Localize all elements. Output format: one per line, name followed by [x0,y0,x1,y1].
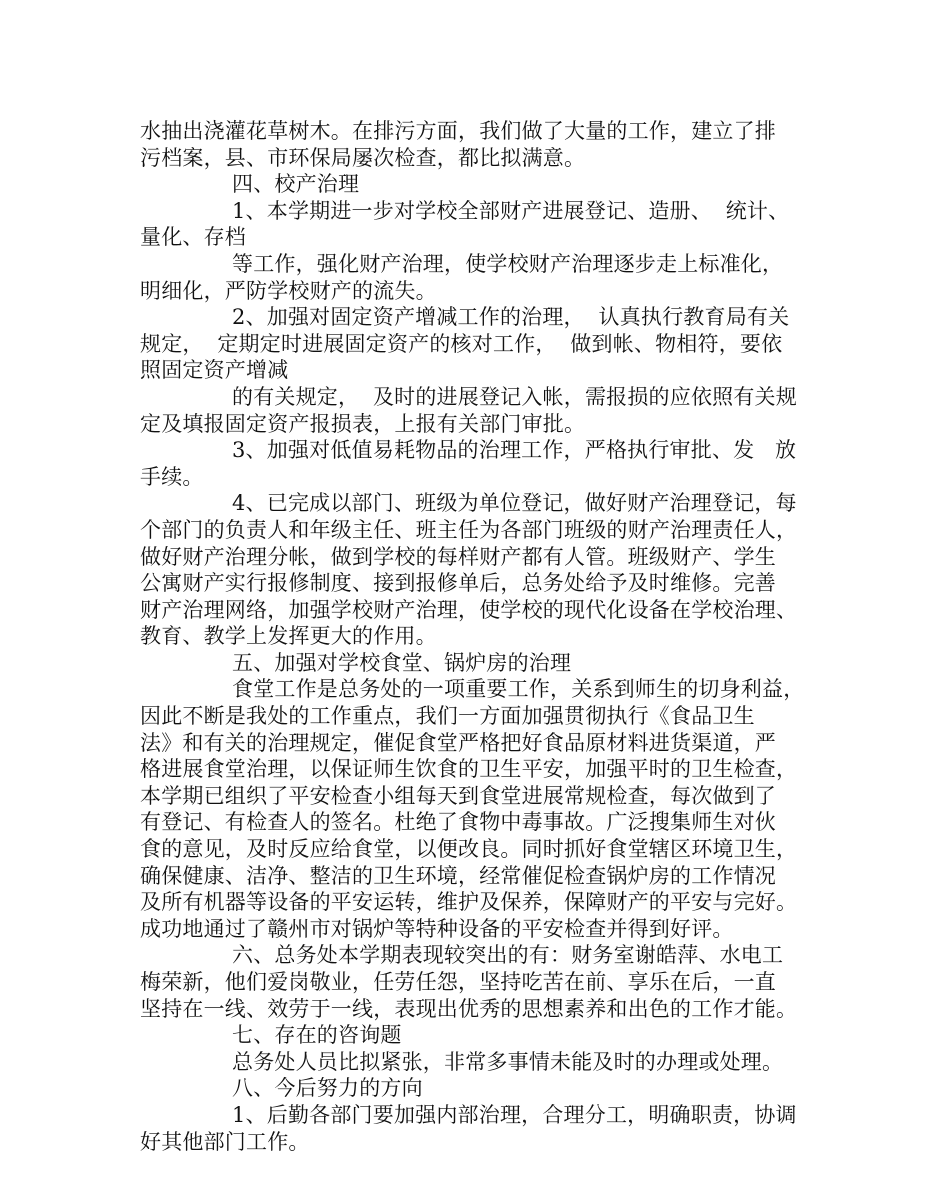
paragraph-line: 本学期已组织了平安检查小组每天到食堂进展常规检查，每次做到了 [140,783,776,808]
paragraph-line: 因此不断是我处的工作重点，我们一方面加强贯彻执行《食品卫生 [140,704,755,729]
document-body [140,118,826,1155]
paragraph-line: 污档案，县、市环保局屡次检查，都比拟满意。 [140,145,586,170]
paragraph-line: 有登记、有检查人的签名。杜绝了食物中毒事故。广泛搜集师生对伙 [140,810,776,835]
paragraph-line: 格进展食堂治理，以保证师生饮食的卫生平安，加强平时的卫生检查， [140,757,798,782]
paragraph-line: 个部门的负责人和年级主任、班主任为各部门班级的财产治理责任人， [140,517,798,542]
paragraph-line: 定及填报固定资产报损表，上报有关部门审批。 [140,411,586,436]
paragraph-line: 成功地通过了赣州市对锅炉等特种设备的平安检查并得到好评。 [140,916,734,941]
paragraph-line-indented: 总务处人员比拟紧张，非常多事情未能及时的办理或处理。 [232,1049,784,1074]
paragraph-line: 做好财产治理分帐，做到学校的每样财产都有人管。班级财产、学生 [140,544,776,569]
paragraph-line: 及所有机器等设备的平安运转，维护及保养，保障财产的平安与完好。 [140,890,798,915]
paragraph-line: 公寓财产实行报修制度、接到报修单后，总务处给予及时维修。完善 [140,571,776,596]
paragraph-line-indented: 六、总务处本学期表现较突出的有：财务室谢皓萍、水电工 [232,943,784,968]
paragraph-line: 食的意见，及时反应给食堂，以便改良。同时抓好食堂辖区环境卫生， [140,837,798,862]
paragraph-line: 确保健康、洁净、整洁的卫生环境，经常催促检查锅炉房的工作情况 [140,863,776,888]
paragraph-line: 规定， 定期定时进展固定资产的核对工作， 做到帐、物相符，要依 [140,331,783,356]
paragraph-line: 教育、教学上发挥更大的作用。 [140,624,437,649]
paragraph-line: 量化、存档 [140,225,246,250]
paragraph-line-indented: 七、存在的咨询题 [232,1023,402,1048]
paragraph-line: 财产治理网络，加强学校财产治理，使学校的现代化设备在学校治理、 [140,597,798,622]
paragraph-line-indented: 1、后勤各部门要加强内部治理，合理分工，明确职责，协调 [232,1102,797,1127]
paragraph-line: 照固定资产增减 [140,358,289,383]
paragraph-line: 手续。 [140,464,204,489]
paragraph-line-indented: 1、本学期进一步对学校全部财产进展登记、造册、 统计、 [232,198,790,223]
paragraph-line: 梅荣新，他们爱岗敬业，任劳任怨，坚持吃苦在前、享乐在后，一直 [140,970,776,994]
paragraph-line-indented: 4、已完成以部门、班级为单位登记，做好财产治理登记，每 [232,491,797,516]
paragraph-line-indented: 八、今后努力的方向 [232,1076,423,1101]
paragraph-line-indented: 2、加强对固定资产增减工作的治理， 认真执行教育局有关 [232,305,790,330]
paragraph-line-indented: 的有关规定， 及时的进展登记入帐，需报损的应依照有关规 [232,384,797,409]
paragraph-line-indented: 五、加强对学校食堂、锅炉房的治理 [232,650,572,675]
paragraph-line-indented: 食堂工作是总务处的一项重要工作，关系到师生的切身利益， [232,677,805,702]
paragraph-line-indented: 等工作，强化财产治理，使学校财产治理逐步走上标准化， [232,251,784,276]
paragraph-line: 法》和有关的治理规定，催促食堂严格把好食品原材料进货渠道，严 [140,730,776,755]
paragraph-line: 好其他部门工作。 [140,1129,310,1154]
paragraph-line: 坚持在一线、效劳于一线，表现出优秀的思想素养和出色的工作才能。 [140,996,798,1021]
paragraph-line: 水抽出浇灌花草树木。在排污方面，我们做了大量的工作，建立了排 [140,119,776,143]
paragraph-line-indented: 3、加强对低值易耗物品的治理工作，严格执行审批、发 放 [232,438,797,463]
paragraph-line-indented: 四、校产治理 [232,172,360,197]
paragraph-line: 明细化，严防学校财产的流失。 [140,278,437,303]
